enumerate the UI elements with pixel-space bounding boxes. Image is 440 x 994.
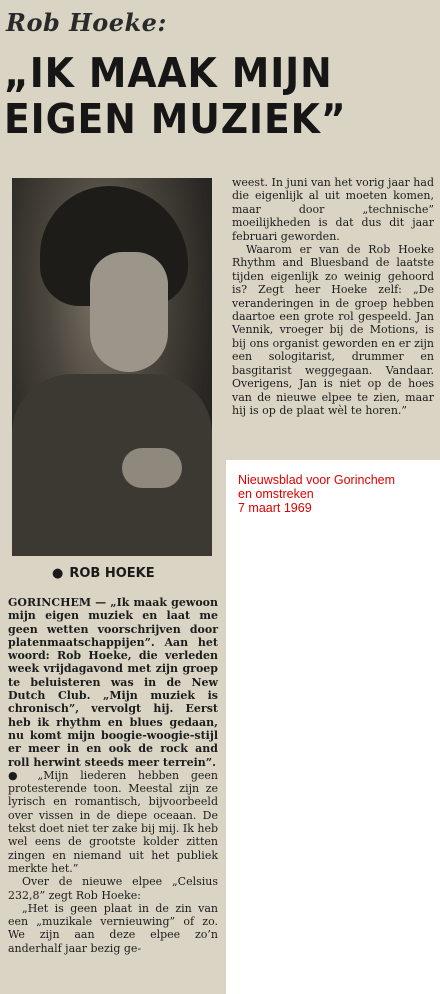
paragraph-elpee-intro: Over de nieuwe elpee „Celsius 232,8” zegt Rob Hoeke: [8, 875, 218, 902]
paragraph-lyrics: ● „Mijn liederen hebben geen protesterende toon. Meestal zijn ze lyrisch en romantisch, bijvoorbeeld over vissen in de diepe oceaan. De tekst doet niet ter zake bij mij. Ik heb wel eens de grootste kolder zitten zingen en niemand uit het publiek merkte het.” [8, 768, 218, 875]
right-text-column [232, 176, 434, 417]
paragraph-elpee-quote: „Het is geen plaat in de zin van een „muzikale vernieuwing” of zo. We zijn aan deze elpee zo’n anderhalf jaar bezig ge- [8, 901, 218, 955]
photo-body-shape [12, 374, 212, 556]
source-line-1: Nieuwsblad voor Gorinchem [238, 473, 396, 487]
article-kicker: Rob Hoeke: [6, 8, 167, 37]
bullet-icon: ● [52, 566, 64, 581]
headline-line-2: EIGEN MUZIEK” [4, 95, 347, 143]
paragraph-band-changes: Waarom er van de Rob Hoeke Rhythm and Bluesband de laatste tijden eigenlijk zo weinig gehoord is? Zegt heer Hoeke zelf: „De veranderingen in de groep hebben daartoe een grote rol gespeeld. Jan Vennik, vroeger bij de Motions, is bij ons organist geworden en er zijn een sologitarist, drummer en basgitarist weggegaan. Vandaar. Overigens, Jan is niet op de hoes van de nieuwe elpee te zien, maar hij is op de plaat wèl te horen.” [232, 243, 434, 417]
paragraph-release: weest. In juni van het vorig jaar had die eigenlijk al uit moeten komen, maar door „technische” moeilijkheden is dat dus dit jaar februari geworden. [232, 176, 434, 243]
paragraph-lead: GORINCHEM — „Ik maak gewoon mijn eigen muziek en laat me geen wetten voorschrijven door platenmaatschappijen”. Aan het woord: Rob Hoeke, die verleden week vrijdagavond met zijn groep te beluisteren was in de New Dutch Club. „Mijn muziek is chronisch”, vervolgt hij. Eerst heb ik rhythm en blues gedaan, nu komt mijn boogie-woogie-stijl er meer in en ook de rock and roll herwint steeds meer terrein”. [8, 596, 218, 769]
source-line-2: en omstreken [238, 487, 314, 501]
photo-caption-text: ROB HOEKE [69, 566, 155, 581]
portrait-photo [12, 178, 212, 556]
photo-face-shape [90, 252, 168, 372]
photo-caption [52, 566, 155, 581]
source-line-3: 7 maart 1969 [238, 501, 312, 515]
photo-hand-shape [122, 448, 182, 488]
article-headline [4, 50, 400, 142]
source-annotation [238, 473, 395, 515]
headline-line-1: „IK MAAK MIJN [4, 49, 333, 97]
left-text-column [8, 596, 218, 955]
